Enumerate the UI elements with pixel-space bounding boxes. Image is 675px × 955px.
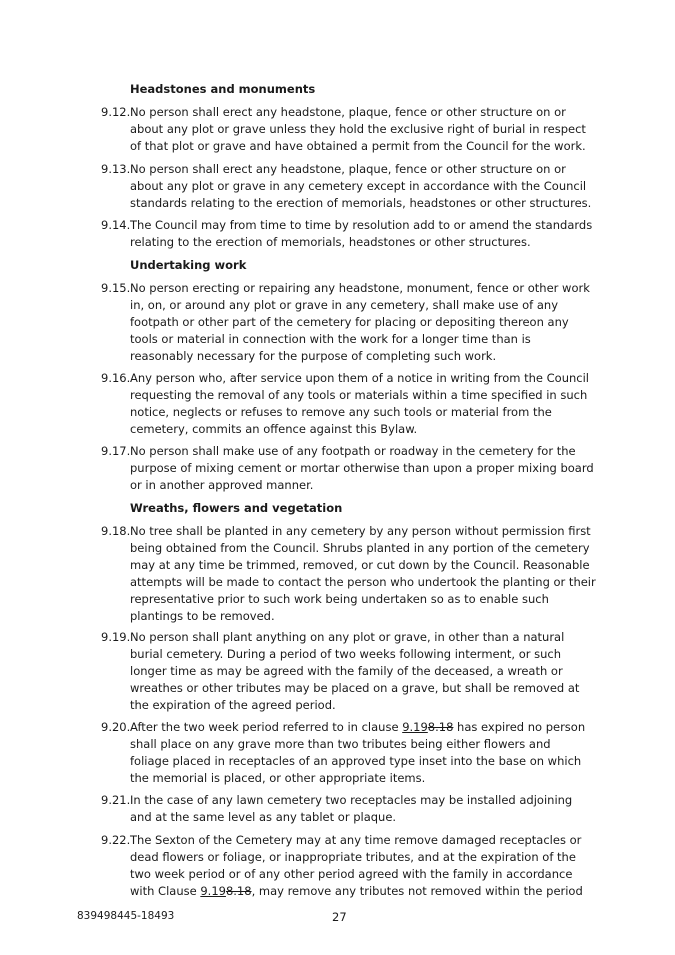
clause-number: 9.20. [101, 720, 131, 734]
cross-reference-link[interactable]: 9.19 [200, 884, 226, 898]
clause-line: No tree shall be planted in any cemetery by any person without permission first [130, 524, 591, 538]
cross-reference-link[interactable]: 9.19 [402, 720, 428, 734]
clause-line: being obtained from the Council. Shrubs planted in any portion of the cemetery [130, 541, 590, 555]
clause-line: may at any time be trimmed, removed, or cut down by the Council. Reasonable [130, 558, 590, 572]
clause-line: cemetery, commits an offence against this Bylaw. [130, 422, 418, 436]
clause-line [130, 883, 601, 900]
clause-line: notice, neglects or refuses to remove any such tools or material from the [130, 405, 552, 419]
clause-line: about any plot or grave unless they hold the exclusive right of burial in respect [130, 122, 586, 136]
clause-line: The Sexton of the Cemetery may at any time remove damaged receptacles or [130, 833, 582, 847]
clause-line: the memorial is placed, or other appropriate items. [130, 771, 426, 785]
clause-line: No person shall make use of any footpath or roadway in the cemetery for the [130, 444, 576, 458]
clause-text: , may remove any tributes not removed within the period [251, 884, 583, 898]
clause-number: 9.21. [101, 793, 131, 807]
clause-line: The Council may from time to time by resolution add to or amend the standards [130, 218, 593, 232]
clause-line: standards relating to the erection of memorials, headstones or other structures. [130, 196, 592, 210]
clause-line: requesting the removal of any tools or materials within a time specified in such [130, 388, 588, 402]
clause-number: 9.13. [101, 162, 131, 176]
clause-9-17 [101, 443, 601, 494]
page-number: 27 [332, 910, 347, 924]
clause-line: shall place on any grave more than two tributes being either flowers and [130, 737, 551, 751]
clause-line: tools or material in connection with the work for a longer time than is [130, 332, 531, 346]
clause-line: reasonably necessary for the purpose of completing such work. [130, 349, 497, 363]
section-heading-headstones: Headstones and monuments [130, 82, 316, 96]
clause-text: with Clause [130, 884, 201, 898]
clause-line: attempts will be made to contact the person who undertook the planting or their [130, 575, 596, 589]
clause-number: 9.12. [101, 105, 131, 119]
clause-9-22 [101, 832, 601, 900]
clause-9-16 [101, 370, 601, 438]
deleted-reference: 8.18 [225, 884, 252, 898]
clause-line: foliage placed in receptacles of an approved type inset into the base on which [130, 754, 582, 768]
clause-9-14 [101, 217, 601, 251]
clause-line: plantings to be removed. [130, 609, 275, 623]
clause-number: 9.14. [101, 218, 131, 232]
clause-line: two week period or of any other period agreed with the family in accordance [130, 867, 573, 881]
clause-9-18 [101, 523, 601, 625]
clause-line: No person erecting or repairing any headstone, monument, fence or other work [130, 281, 590, 295]
clause-text: After the two week period referred to in clause [130, 720, 403, 734]
clause-line: footpath or other part of the cemetery for placing or depositing thereon any [130, 315, 569, 329]
clause-line: purpose of mixing cement or mortar otherwise than upon a proper mixing board [130, 461, 594, 475]
clause-line: the expiration of the agreed period. [130, 698, 336, 712]
deleted-reference: 8.18 [427, 720, 454, 734]
clause-number: 9.22. [101, 833, 131, 847]
clause-line: dead flowers or foliage, or inappropriate tributes, and at the expiration of the [130, 850, 576, 864]
clause-number: 9.16. [101, 371, 131, 385]
section-heading-undertaking: Undertaking work [130, 258, 247, 272]
clause-line: Any person who, after service upon them of a notice in writing from the Council [130, 371, 589, 385]
clause-line: of that plot or grave and have obtained a permit from the Council for the work. [130, 139, 586, 153]
clause-line: in, on, or around any plot or grave in any cemetery, shall make use of any [130, 298, 558, 312]
clause-line: wreathes or other tributes may be placed on a grave, but shall be removed at [130, 681, 580, 695]
clause-line: No person shall erect any headstone, plaque, fence or other structure on or [130, 105, 566, 119]
clause-9-12 [101, 104, 601, 155]
clause-9-20 [101, 719, 601, 787]
clause-line: or in another approved manner. [130, 478, 314, 492]
clause-line [130, 719, 601, 736]
section-heading-wreaths: Wreaths, flowers and vegetation [130, 501, 343, 515]
clause-line: and at the same level as any tablet or plaque. [130, 810, 397, 824]
clause-9-19 [101, 629, 601, 714]
document-id: 839498445-18493 [77, 910, 175, 922]
clause-9-13 [101, 161, 601, 212]
clause-9-15 [101, 280, 601, 365]
clause-line: representative prior to such work being undertaken so as to enable such [130, 592, 549, 606]
clause-number: 9.18. [101, 524, 131, 538]
clause-text: has expired no person [453, 720, 586, 734]
clause-line: burial cemetery. During a period of two weeks following interment, or such [130, 647, 562, 661]
clause-number: 9.15. [101, 281, 131, 295]
clause-number: 9.19. [101, 630, 131, 644]
clause-line: No person shall plant anything on any plot or grave, in other than a natural [130, 630, 565, 644]
clause-line: relating to the erection of memorials, headstones or other structures. [130, 235, 531, 249]
clause-line: longer time as may be agreed with the family of the deceased, a wreath or [130, 664, 563, 678]
clause-9-21 [101, 792, 601, 826]
clause-number: 9.17. [101, 444, 131, 458]
clause-line: In the case of any lawn cemetery two receptacles may be installed adjoining [130, 793, 573, 807]
clause-line: No person shall erect any headstone, plaque, fence or other structure on or [130, 162, 566, 176]
clause-line: about any plot or grave in any cemetery except in accordance with the Council [130, 179, 587, 193]
